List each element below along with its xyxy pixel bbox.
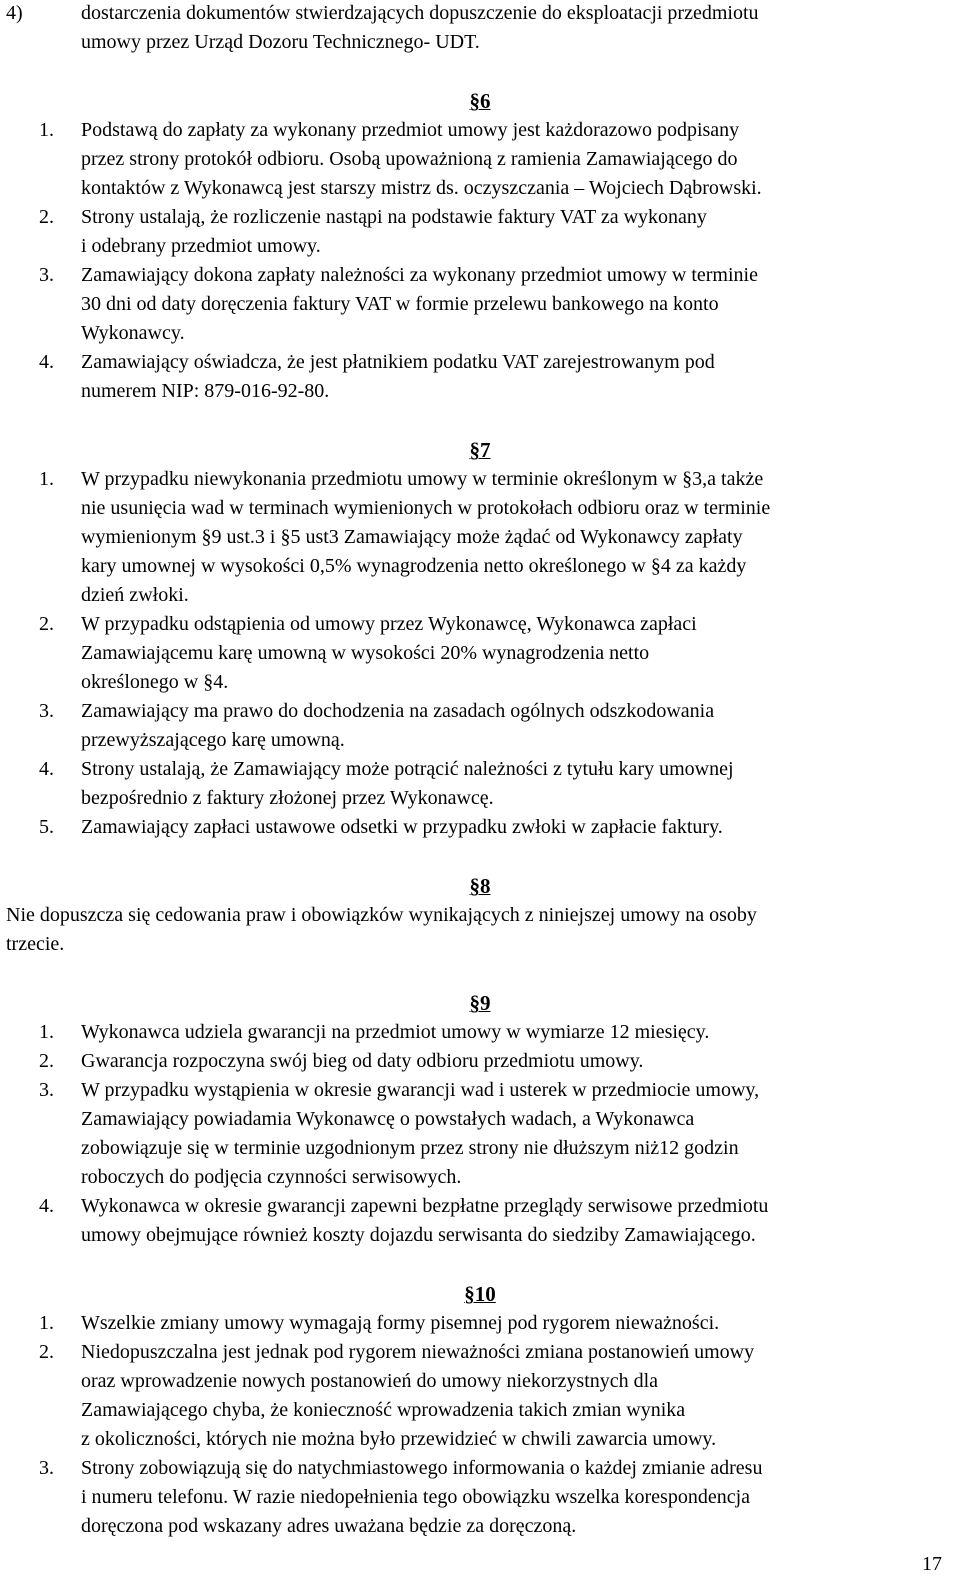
text-line: Strony ustalają, że rozliczenie nastąpi na podstawie faktury VAT za wykonany [81, 206, 707, 228]
text-line: numerem NIP: 879-016-92-80. [81, 380, 330, 402]
section-heading: §9 [469, 991, 491, 1015]
text-line: umowy przez Urząd Dozoru Technicznego- UDT. [81, 31, 480, 53]
text-line: bezpośrednio z faktury złożonej przez Wykonawcę. [81, 787, 494, 809]
text-line: i odebrany przedmiot umowy. [81, 235, 321, 257]
text-line: z okoliczności, których nie można było przewidzieć w chwili zawarcia umowy. [81, 1428, 717, 1450]
text-line: trzecie. [6, 933, 65, 955]
text-line: zobowiązuje się w terminie uzgodnionym przez strony nie dłuższym niż12 godzin [81, 1137, 739, 1159]
list-item-number: 3. [39, 1079, 54, 1101]
text-line: W przypadku odstąpienia od umowy przez Wykonawcę, Wykonawca zapłaci [81, 613, 697, 635]
text-line: dzień zwłoki. [81, 584, 189, 606]
list-item-number: 2. [39, 206, 54, 228]
list-item-number: 2. [39, 613, 54, 635]
text-line: Wykonawca udziela gwarancji na przedmiot umowy w wymiarze 12 miesięcy. [81, 1021, 710, 1043]
text-line: Strony ustalają, że Zamawiający może potrącić należności z tytułu kary umownej [81, 758, 734, 780]
text-line: umowy obejmujące również koszty dojazdu serwisanta do siedziby Zamawiającego. [81, 1224, 756, 1246]
text-line: przez strony protokół odbioru. Osobą upoważnioną z ramienia Zamawiającego do [81, 148, 738, 170]
list-item-number: 1. [39, 468, 54, 490]
text-line: Wszelkie zmiany umowy wymagają formy pisemnej pod rygorem nieważności. [81, 1312, 720, 1334]
page-number: 17 [922, 1553, 942, 1575]
list-item-number: 2. [39, 1050, 54, 1072]
list-item-number: 4. [39, 351, 54, 373]
text-line: Zamawiający powiadamia Wykonawcę o powstałych wadach, a Wykonawca [81, 1108, 695, 1130]
text-line: określonego w §4. [81, 671, 229, 693]
section-heading: §7 [469, 438, 491, 462]
section-heading: §10 [464, 1282, 496, 1306]
list-item-number: 4. [39, 758, 54, 780]
text-line: nie usunięcia wad w terminach wymienionych w protokołach odbioru oraz w terminie [81, 497, 771, 519]
list-item-number: 4) [6, 2, 23, 24]
text-line: Nie dopuszcza się cedowania praw i obowiązków wynikających z niniejszej umowy na osoby [6, 904, 757, 926]
list-item-number: 1. [39, 1021, 54, 1043]
list-item-number: 2. [39, 1341, 54, 1363]
text-line: Wykonawcy. [81, 322, 185, 344]
text-line: W przypadku niewykonania przedmiotu umowy w terminie określonym w §3,a także [81, 468, 764, 490]
text-line: Wykonawca w okresie gwarancji zapewni bezpłatne przeglądy serwisowe przedmiotu [81, 1195, 769, 1217]
text-line: W przypadku wystąpienia w okresie gwarancji wad i usterek w przedmiocie umowy, [81, 1079, 760, 1101]
text-line: Strony zobowiązują się do natychmiastowego informowania o każdej zmianie adresu [81, 1457, 763, 1479]
text-line: Gwarancja rozpoczyna swój bieg od daty odbioru przedmiotu umowy. [81, 1050, 644, 1072]
list-item-number: 5. [39, 816, 54, 838]
section-heading: §8 [469, 874, 491, 898]
text-line: roboczych do podjęcia czynności serwisowych. [81, 1166, 462, 1188]
list-item-number: 3. [39, 264, 54, 286]
text-line: przewyższającego karę umowną. [81, 729, 345, 751]
text-line: Zamawiający ma prawo do dochodzenia na zasadach ogólnych odszkodowania [81, 700, 715, 722]
text-line: Podstawą do zapłaty za wykonany przedmiot umowy jest każdorazowo podpisany [81, 119, 740, 141]
list-item-number: 1. [39, 119, 54, 141]
text-line: Zamawiającego chyba, że konieczność wprowadzenia takich zmian wynika [81, 1399, 686, 1421]
text-line: 30 dni od daty doręczenia faktury VAT w formie przelewu bankowego na konto [81, 293, 719, 315]
text-line: doręczona pod wskazany adres uważana będzie za doręczoną. [81, 1515, 577, 1537]
text-line: wymienionym §9 ust.3 i §5 ust3 Zamawiający może żądać od Wykonawcy zapłaty [81, 526, 743, 548]
list-item-number: 1. [39, 1312, 54, 1334]
list-item-number: 3. [39, 1457, 54, 1479]
list-item-number: 3. [39, 700, 54, 722]
text-line: kary umownej w wysokości 0,5% wynagrodzenia netto określonego w §4 za każdy [81, 555, 747, 577]
list-item-number: 4. [39, 1195, 54, 1217]
text-line: oraz wprowadzenie nowych postanowień do umowy niekorzystnych dla [81, 1370, 659, 1392]
text-line: Zamawiający dokona zapłaty należności za wykonany przedmiot umowy w terminie [81, 264, 758, 286]
text-line: Zamawiający zapłaci ustawowe odsetki w przypadku zwłoki w zapłacie faktury. [81, 816, 723, 838]
text-line: Zamawiającemu karę umowną w wysokości 20% wynagrodzenia netto [81, 642, 650, 664]
text-line: Niedopuszczalna jest jednak pod rygorem nieważności zmiana postanowień umowy [81, 1341, 755, 1363]
text-line: Zamawiający oświadcza, że jest płatnikiem podatku VAT zarejestrowanym pod [81, 351, 715, 373]
section-heading: §6 [469, 89, 491, 113]
text-line: i numeru telefonu. W razie niedopełnienia tego obowiązku wszelka korespondencja [81, 1486, 751, 1508]
text-line: dostarczenia dokumentów stwierdzających dopuszczenie do eksploatacji przedmiotu [81, 2, 759, 24]
text-line: kontaktów z Wykonawcą jest starszy mistrz ds. oczyszczania – Wojciech Dąbrowski. [81, 177, 762, 199]
